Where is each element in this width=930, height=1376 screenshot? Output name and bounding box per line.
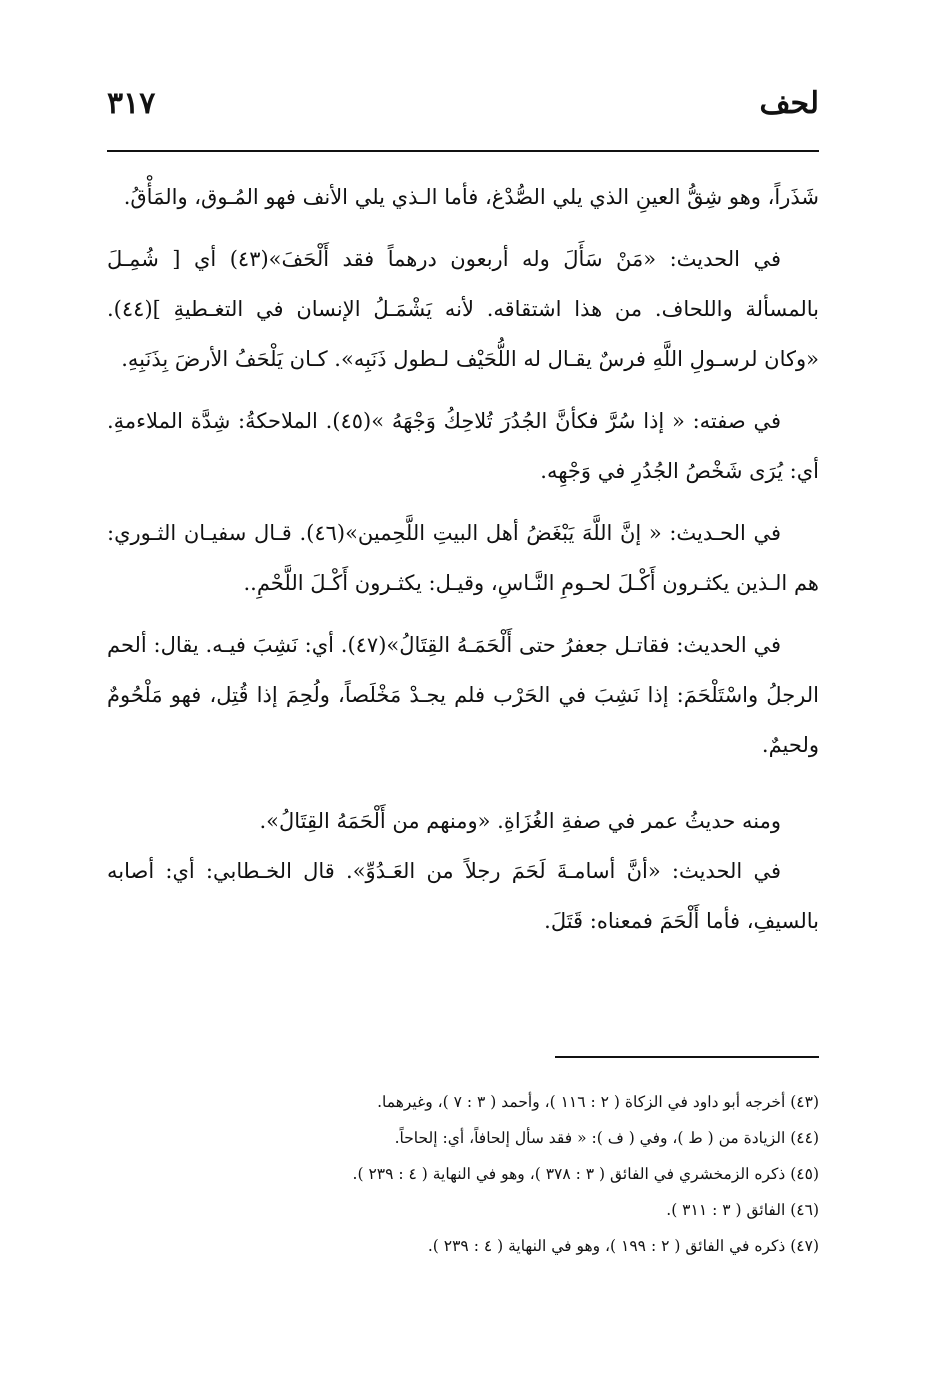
footnotes (107, 1084, 819, 1264)
footnote: (٤٥) ذكره الزمخشري في الفائق ( ٣ : ٣٧٨ )، وهو في النهاية ( ٤ : ٢٣٩ ). (352, 1165, 819, 1183)
footnote: (٤٧) ذكره في الفائق ( ٢ : ١٩٩ )، وهو في النهاية ( ٤ : ٢٣٩ ). (427, 1237, 819, 1255)
page-number: ٣١٧ (107, 86, 156, 121)
paragraph: في الحديث: «مَنْ سَأَلَ وله أربعون درهماً فقد أَلْحَفَ»(٤٣) أي [ شُمِـلَ بالمسألة واللحاف. من هذا اشتقاقه. لأنه يَشْمَـلُ الإنسان في التغـطيةِ ](٤٤). «وكان لرسـولِ اللَّهِ فرسٌ يقـال له اللُّحَيْف لـطول ذَنَبِه». كـان يَلْحَفُ الأرضَ بِذَنَبِهِ. (107, 247, 819, 371)
main-text (107, 172, 819, 958)
paragraph: شَذَراً، وهو شِقُّ العينِ الذي يلي الصُّدْغ، فأما الـذي يلي الأنف فهو المُـوق، والمَأْقُ. (123, 185, 819, 209)
footnote: (٤٦) الفائق ( ٣ : ٣١١ ). (666, 1201, 819, 1219)
footnote-divider (555, 1056, 819, 1058)
paragraph: في الحديث: فقاتـل جعفرُ حتى أَلْحَمَـهُ القِتَالُ»(٤٧). أي: نَشِبَ فيـه. يقال: ألحم الرجلُ واسْتَلْحَمَ: إذا نَشِبَ في الحَرْب فلم يجـدْ مَخْلَصاً، ولُحِمَ إذا قُتِل، فهو مَلْحُومٌ ولحيمٌ. (107, 633, 819, 757)
paragraph: في الحديث: «أنَّ أسامـةَ لَحَمَ رجلاً من العَـدُوِّ». قال الخـطابي: أي: أصابه بالسيفِ، فأما أَلْحَمَ فمعناه: قَتَلَ. (107, 859, 819, 933)
header-divider (107, 150, 819, 152)
paragraph: في الحـديث: « إنَّ اللَّهَ يَبْغَضُ أهل البيتِ اللَّحِمين»(٤٦). قـال سفيـان الثـوري: هم الـذين يكثـرون أَكْـلَ لحـومِ النَّـاسِ، وقيـل: يكثـرون أَكْـلَ اللَّحْمِ.. (107, 521, 819, 595)
page-header (107, 78, 819, 134)
footnote: (٤٤) الزيادة من ( ط )، وفي ( ف ): « فقد سأل إلحافاً، أي: إلحاحاً. (394, 1129, 819, 1147)
running-head: لحف (759, 86, 819, 121)
paragraph: في صفته: « إذا سُرَّ فكأنَّ الجُدُرَ تُلاحِكُ وَجْهَهُ »(٤٥). الملاحكةُ: شِدَّة الملاءمةِ. أي: يُرَى شَخْصُ الجُدُرِ في وَجْهِه. (107, 409, 819, 483)
paragraph: ومنه حديثُ عمر في صفةِ الغُزَاةِ. «ومنهم من أَلْحَمَهُ القِتَالُ». (259, 809, 781, 833)
footnote: (٤٣) أخرجه أبو داود في الزكاة ( ٢ : ١١٦ )، وأحمد ( ٣ : ٧ )، وغيرهما. (377, 1093, 819, 1111)
